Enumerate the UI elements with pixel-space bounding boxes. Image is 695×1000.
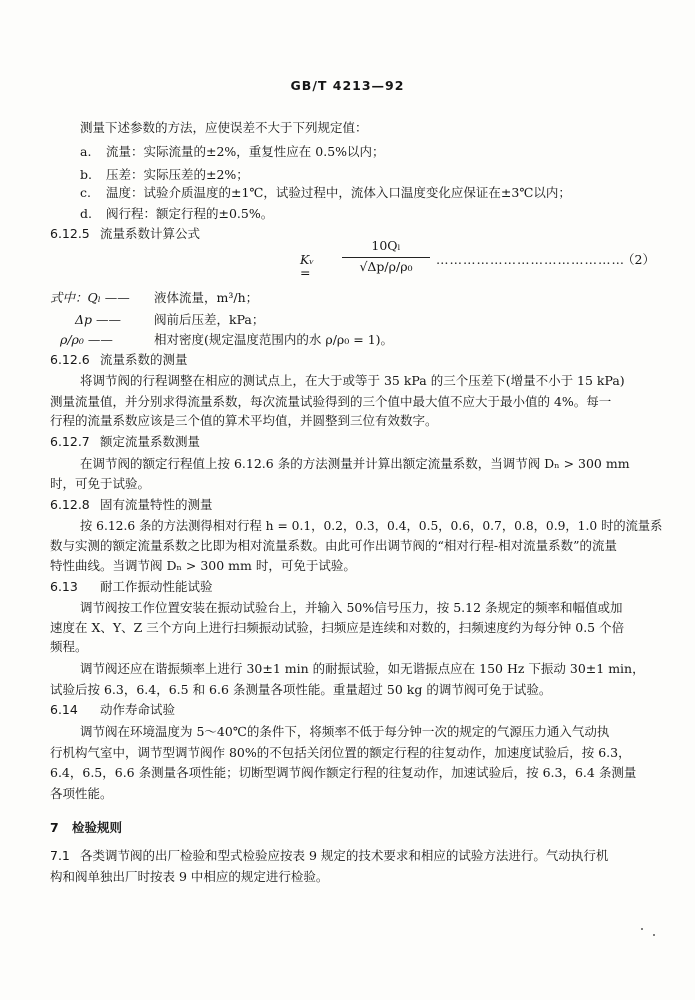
formula-denominator: √Δp/ρ/ρ₀ bbox=[359, 259, 413, 274]
formula-lhs: Kᵥ = bbox=[300, 252, 314, 280]
section-title: 耐工作振动性能试验 bbox=[100, 579, 213, 594]
section-number: 6.12.5 bbox=[50, 226, 90, 241]
fraction-bar bbox=[342, 257, 430, 258]
scan-speck bbox=[653, 934, 655, 936]
where-description: 液体流量，m³/h； bbox=[154, 290, 259, 305]
item-label: b. bbox=[80, 167, 92, 182]
section-6-12-8-heading bbox=[50, 499, 213, 512]
paragraph-line: 6.4，6.5，6.6 条测量各项性能；切断型调节阀作额定行程的往复动作，加速试验后，按 6.3，6.4 条测量 bbox=[50, 765, 637, 780]
item-text: 温度：试验介质温度的±1℃，试验过程中，流体入口温度变化应保证在±3℃以内； bbox=[106, 185, 571, 200]
section-number: 6.12.6 bbox=[50, 352, 90, 367]
paragraph-line: 数与实测的额定流量系数之比即为相对流量系数。由此可作出调节阀的“相对行程-相对流量系数”的流量 bbox=[50, 538, 618, 553]
section-7-heading bbox=[50, 822, 122, 835]
item-label: d. bbox=[80, 206, 92, 221]
formula-fraction bbox=[342, 240, 430, 274]
where-line-rho bbox=[60, 334, 393, 347]
paragraph-line: 频程。 bbox=[50, 639, 88, 654]
paragraph-line: 按 6.12.6 条的方法测得相对行程 h = 0.1，0.2，0.3，0.4，0.5，0.6，0.7，0.8，0.9，1.0 时的流量系 bbox=[80, 518, 663, 533]
where-line-dp bbox=[75, 314, 264, 327]
section-7-1-first-line bbox=[50, 850, 608, 863]
section-title: 额定流量系数测量 bbox=[100, 434, 201, 449]
paragraph-line: 构和阀单独出厂时按表 9 中相应的规定进行检验。 bbox=[50, 869, 329, 884]
where-description: 阀前后压差，kPa； bbox=[154, 312, 265, 327]
paragraph-line: 调节阀还应在谐振频率上进行 30±1 min 的耐振试验，如无谐振点应在 150 Hz 下振动 30±1 min， bbox=[80, 661, 645, 676]
section-title: 流量系数的测量 bbox=[100, 352, 188, 367]
paragraph-line: 各项性能。 bbox=[50, 786, 113, 801]
item-label: a. bbox=[80, 144, 92, 159]
equation-number: （2） bbox=[622, 252, 655, 267]
section-number: 6.13 bbox=[50, 579, 78, 594]
section-title: 检验规则 bbox=[72, 820, 123, 835]
section-title: 固有流量特性的测量 bbox=[100, 497, 213, 512]
intro-text: 测量下述参数的方法，应使误差不大于下列规定值： bbox=[80, 120, 368, 135]
section-6-12-6-heading bbox=[50, 354, 188, 367]
paragraph-line: 在调节阀的额定行程值上按 6.12.6 条的方法测量并计算出额定流量系数，当调节阀 Dₙ > 300 mm bbox=[80, 456, 630, 471]
paragraph-line: 行程的流量系数应该是三个值的算术平均值，并圆整到三位有效数字。 bbox=[50, 413, 438, 428]
standard-number-header: GB/T 4213—92 bbox=[290, 78, 405, 93]
item-text: 流量：实际流量的±2%，重复性应在 0.5%以内； bbox=[106, 144, 385, 159]
formula-numerator: 10Qₗ bbox=[371, 238, 401, 253]
section-number: 6.12.7 bbox=[50, 434, 90, 449]
section-number: 6.12.8 bbox=[50, 497, 90, 512]
paragraph-line: 速度在 X、Y、Z 三个方向上进行扫频振动试验，扫频应是连续和对数的，扫频速度约为每分钟 0.5 个倍 bbox=[50, 620, 625, 635]
section-6-12-7-heading bbox=[50, 436, 200, 449]
section-number: 7 bbox=[50, 820, 59, 835]
paragraph-line: 调节阀按工作位置安装在振动试验台上，并输入 50%信号压力，按 5.12 条规定的频率和幅值或加 bbox=[80, 600, 623, 615]
paragraph-line: 特性曲线。当调节阀 Dₙ > 300 mm 时，可免于试验。 bbox=[50, 558, 356, 573]
section-6-14-heading bbox=[50, 704, 175, 717]
section-6-13-heading bbox=[50, 581, 213, 594]
paragraph-line: 行机构气室中，调节型调节阀作 80%的不包括关闭位置的额定行程的往复动作，加速度试验后，按 6.3， bbox=[50, 745, 631, 760]
section-number: 6.14 bbox=[50, 702, 78, 717]
section-title: 动作寿命试验 bbox=[100, 702, 176, 717]
section-6-12-5-heading bbox=[50, 228, 200, 241]
scan-speck bbox=[641, 928, 643, 930]
tolerance-item-b bbox=[80, 169, 249, 182]
paragraph-line: 调节阀在环境温度为 5～40℃的条件下，将频率不低于每分钟一次的规定的气源压力通入气动执 bbox=[80, 724, 610, 739]
paragraph-line: 时，可免于试验。 bbox=[50, 476, 151, 491]
where-symbol: Δp —— bbox=[75, 312, 122, 327]
tolerance-item-a bbox=[80, 146, 385, 159]
item-label: c. bbox=[80, 185, 91, 200]
paragraph-line: 各类调节阀的出厂检验和型式检验应按表 9 规定的技术要求和相应的试验方法进行。气动执行机 bbox=[80, 848, 609, 863]
where-symbol: 式中：Qₗ —— bbox=[50, 290, 130, 305]
tolerance-item-c bbox=[80, 187, 571, 200]
paragraph-line: 测量流量值，并分别求得流量系数，每次流量试验得到的三个值中最大值不应大于最小值的 4%。每一 bbox=[50, 394, 612, 409]
where-symbol: ρ/ρ₀ —— bbox=[60, 332, 113, 347]
paragraph-line: 将调节阀的行程调整在相应的测试点上，在大于或等于 35 kPa 的三个压差下(增量不小于 15 kPa) bbox=[80, 373, 625, 388]
where-line-ql bbox=[50, 292, 258, 305]
item-text: 压差：实际压差的±2%； bbox=[106, 167, 249, 182]
section-number: 7.1 bbox=[50, 848, 70, 863]
section-title: 流量系数计算公式 bbox=[100, 226, 201, 241]
item-text: 阀行程：额定行程的±0.5%。 bbox=[106, 206, 274, 221]
paragraph-line: 试验后按 6.3，6.4，6.5 和 6.6 条测量各项性能。重量超过 50 kg 的调节阀可免于试验。 bbox=[50, 682, 552, 697]
where-description: 相对密度(规定温度范围内的水 ρ/ρ₀ = 1)。 bbox=[154, 332, 394, 347]
formula-leader-dots: …………………………………… bbox=[436, 252, 625, 267]
tolerance-item-d bbox=[80, 208, 273, 221]
